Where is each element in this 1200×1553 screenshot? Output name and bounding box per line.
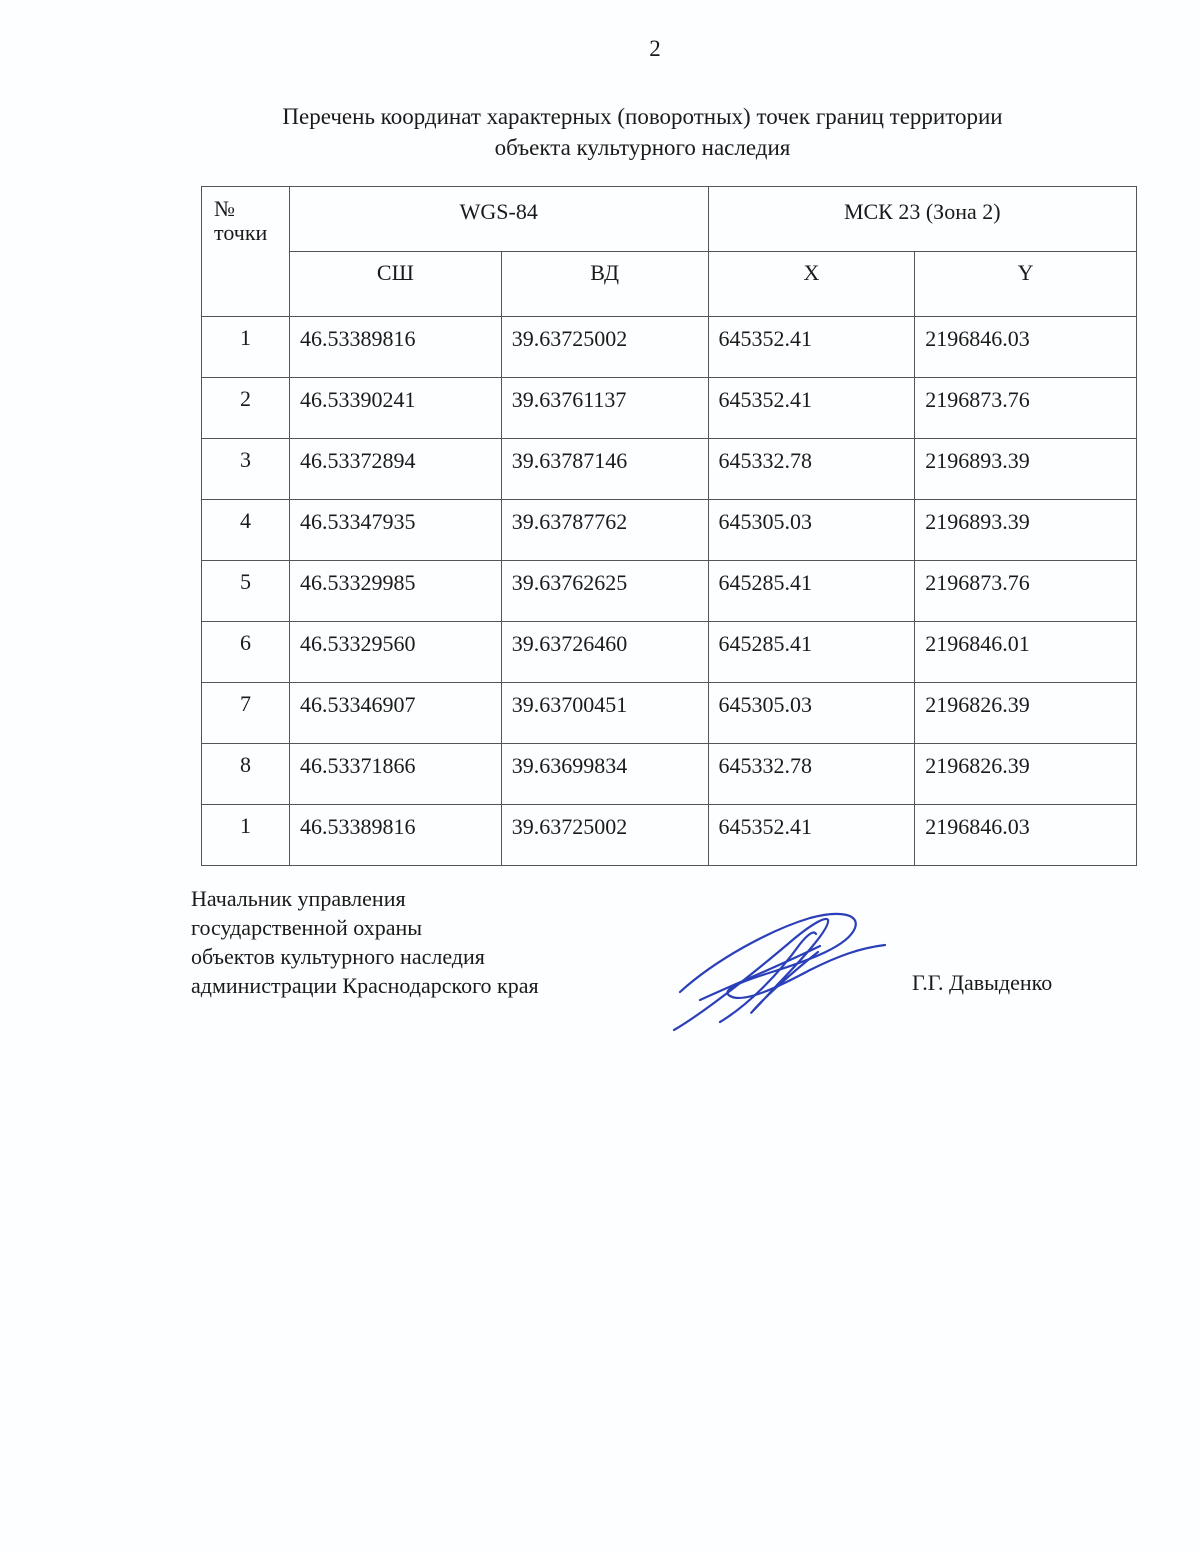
table-row <box>202 561 1137 622</box>
y-cell: 2196873.76 <box>915 378 1137 439</box>
y-cell: 2196846.01 <box>915 622 1137 683</box>
document-title <box>0 101 1200 163</box>
y-cell: 2196893.39 <box>915 439 1137 500</box>
longitude-cell: 39.63725002 <box>501 805 708 866</box>
longitude-cell: 39.63762625 <box>501 561 708 622</box>
point-number-cell: 2 <box>202 378 290 439</box>
table-row <box>202 378 1137 439</box>
point-number-cell: 4 <box>202 500 290 561</box>
table-header-row-1 <box>202 187 1137 252</box>
header-point-number <box>202 187 290 317</box>
longitude-cell: 39.63725002 <box>501 317 708 378</box>
signatory-position <box>191 884 539 1000</box>
point-number-cell: 3 <box>202 439 290 500</box>
y-cell: 2196846.03 <box>915 317 1137 378</box>
header-wgs84: WGS-84 <box>289 187 708 252</box>
latitude-cell: 46.53389816 <box>289 805 501 866</box>
longitude-cell: 39.63726460 <box>501 622 708 683</box>
table-header-row-2 <box>202 252 1137 317</box>
y-cell: 2196846.03 <box>915 805 1137 866</box>
header-x: X <box>708 252 915 317</box>
position-line-4: администрации Краснодарского края <box>191 973 539 998</box>
table-row <box>202 439 1137 500</box>
title-line-1: Перечень координат характерных (поворотных) точек границ территории <box>282 104 1003 129</box>
x-cell: 645352.41 <box>708 317 915 378</box>
y-cell: 2196873.76 <box>915 561 1137 622</box>
position-line-2: государственной охраны <box>191 915 423 940</box>
x-cell: 645305.03 <box>708 500 915 561</box>
point-number-cell: 5 <box>202 561 290 622</box>
table-row <box>202 805 1137 866</box>
latitude-cell: 46.53329985 <box>289 561 501 622</box>
y-cell: 2196826.39 <box>915 683 1137 744</box>
signature-stroke <box>720 932 816 1022</box>
latitude-cell: 46.53390241 <box>289 378 501 439</box>
signature-stroke <box>680 914 885 998</box>
header-y: Y <box>915 252 1137 317</box>
latitude-cell: 46.53389816 <box>289 317 501 378</box>
x-cell: 645332.78 <box>708 439 915 500</box>
title-line-2: объекта культурного наследия <box>494 135 791 160</box>
y-cell: 2196893.39 <box>915 500 1137 561</box>
point-number-cell: 6 <box>202 622 290 683</box>
signatory-name: Г.Г. Давыденко <box>912 970 1053 995</box>
point-number-cell: 1 <box>202 805 290 866</box>
point-number-cell: 8 <box>202 744 290 805</box>
longitude-cell: 39.63700451 <box>501 683 708 744</box>
table-row <box>202 500 1137 561</box>
x-cell: 645352.41 <box>708 805 915 866</box>
latitude-cell: 46.53372894 <box>289 439 501 500</box>
y-cell: 2196826.39 <box>915 744 1137 805</box>
header-point-number-line-1: № <box>214 196 235 221</box>
latitude-cell: 46.53346907 <box>289 683 501 744</box>
longitude-cell: 39.63787146 <box>501 439 708 500</box>
x-cell: 645305.03 <box>708 683 915 744</box>
point-number-cell: 1 <box>202 317 290 378</box>
header-longitude: ВД <box>501 252 708 317</box>
latitude-cell: 46.53371866 <box>289 744 501 805</box>
coordinates-table <box>201 186 1137 866</box>
table-row <box>202 744 1137 805</box>
header-msk23: МСК 23 (Зона 2) <box>708 187 1136 252</box>
x-cell: 645285.41 <box>708 561 915 622</box>
longitude-cell: 39.63699834 <box>501 744 708 805</box>
table-row <box>202 317 1137 378</box>
table-row <box>202 622 1137 683</box>
table-row <box>202 683 1137 744</box>
signature-stroke <box>674 919 828 1030</box>
point-number-cell: 7 <box>202 683 290 744</box>
longitude-cell: 39.63787762 <box>501 500 708 561</box>
x-cell: 645332.78 <box>708 744 915 805</box>
longitude-cell: 39.63761137 <box>501 378 708 439</box>
position-line-1: Начальник управления <box>191 886 406 911</box>
page-number: 2 <box>649 36 661 61</box>
position-line-3: объектов культурного наследия <box>191 944 485 969</box>
header-latitude: СШ <box>289 252 501 317</box>
x-cell: 645352.41 <box>708 378 915 439</box>
header-point-number-line-2: точки <box>214 220 268 245</box>
handwritten-signature <box>660 900 900 1040</box>
x-cell: 645285.41 <box>708 622 915 683</box>
latitude-cell: 46.53347935 <box>289 500 501 561</box>
latitude-cell: 46.53329560 <box>289 622 501 683</box>
